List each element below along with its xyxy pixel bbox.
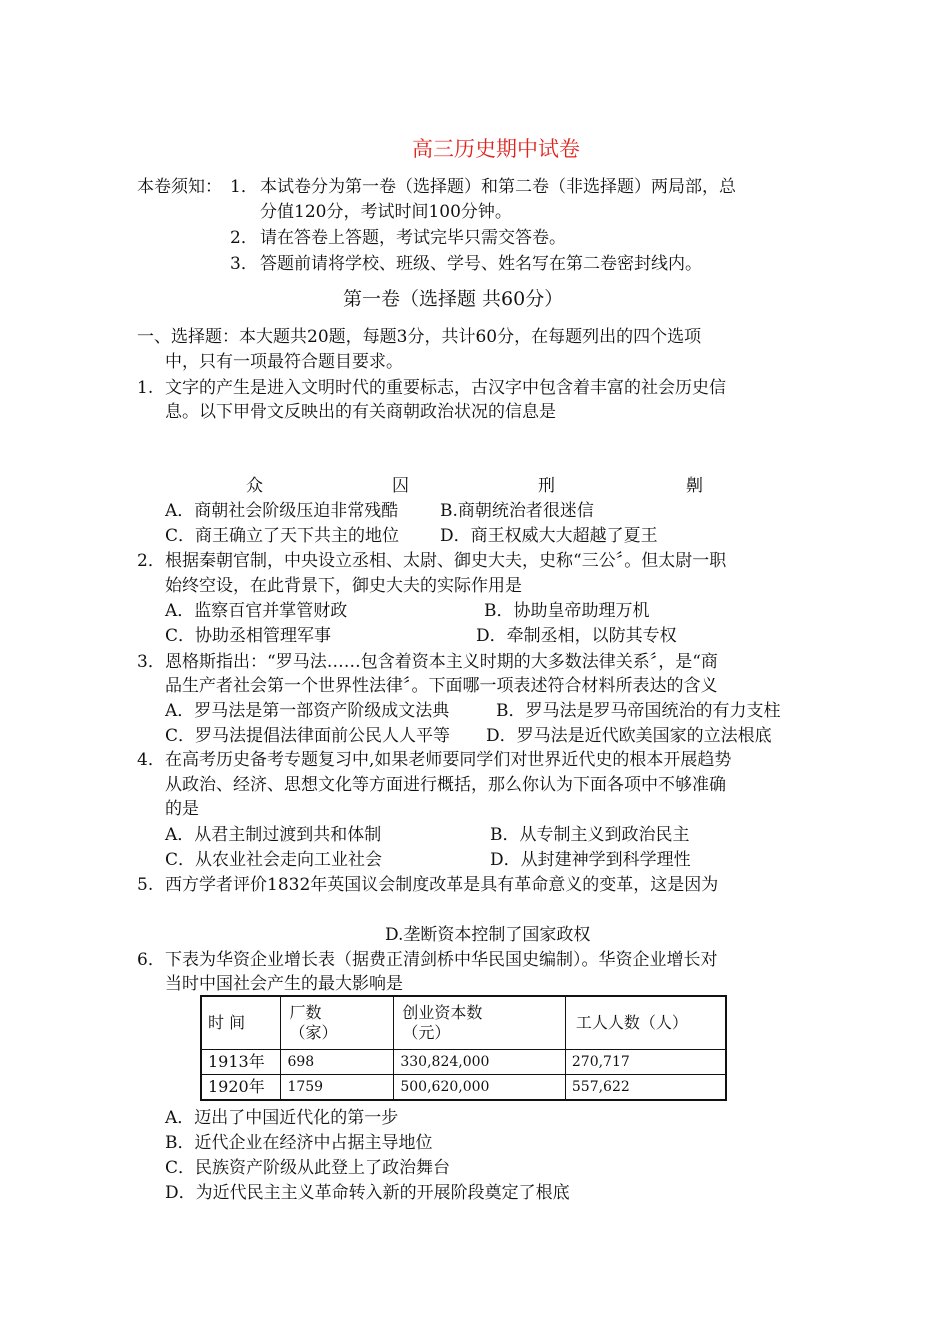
- q6-option-c: C．民族资产阶级从此登上了政治舞台: [165, 1158, 451, 1178]
- q3-stem-line-1: 恩格斯指出：“罗马法……包含着资本主义时期的大多数法律关系〞，是“商: [165, 652, 718, 672]
- notice-item-1-num: 1．: [230, 177, 258, 197]
- q1-stem-line-1: 文字的产生是进入文明时代的重要标志，古汉字中包含着丰富的社会历史信: [165, 378, 726, 398]
- table-cell: 500,620,000: [394, 1075, 566, 1101]
- table-cell: 270,717: [565, 1050, 726, 1075]
- q2-option-b: B．协助皇帝助理万机: [484, 601, 650, 621]
- q6-data-table: [200, 995, 727, 1101]
- table-cell: 698: [281, 1050, 394, 1075]
- q1-option-a: A．商朝社会阶级压迫非常残酷: [165, 501, 399, 521]
- table-cell: 1913年: [201, 1050, 281, 1075]
- q4-stem-line-2: 从政治、经济、思想文化等方面进行概括，那么你认为下面各项中不够准确: [165, 775, 726, 795]
- section-title: 第一卷（选择题 共60分）: [343, 288, 564, 310]
- notice-item-3-num: 3．: [230, 254, 258, 274]
- q3-stem-line-2: 品生产者社会第一个世界性法律〞。下面哪一项表述符合材料所表达的含义: [165, 676, 718, 696]
- q1-option-d: D．商王权威大大超越了夏王: [440, 526, 658, 546]
- q3-number: 3．: [137, 652, 165, 672]
- q6-option-a: A．迈出了中国近代化的第一步: [165, 1108, 399, 1128]
- table-header-row: [201, 996, 726, 1050]
- table-header-cell: 时 间: [201, 996, 281, 1050]
- q4-option-a: A．从君主制过渡到共和体制: [165, 825, 382, 845]
- q2-option-a: A．监察百官并掌管财政: [165, 601, 348, 621]
- table-cell: 330,824,000: [394, 1050, 566, 1075]
- q4-stem-line-1: 在高考历史备考专题复习中,如果老师要同学们对世界近代史的根本开展趋势: [165, 750, 732, 770]
- table-cell: 557,622: [565, 1075, 726, 1101]
- q2-option-c: C．协助丞相管理军事: [165, 626, 332, 646]
- notice-item-3-line-1: 答题前请将学校、班级、学号、姓名写在第二卷密封线内。: [260, 254, 702, 274]
- table-row: [201, 1075, 726, 1101]
- q1-number: 1.: [137, 378, 154, 398]
- q4-stem-line-3: 的是: [165, 799, 199, 819]
- q1-stem-line-2: 息。以下甲骨文反映出的有关商朝政治状况的信息是: [165, 402, 556, 422]
- q5-stem-line-1: 西方学者评价1832年英国议会制度改革是具有革命意义的变革，这是因为: [165, 875, 719, 895]
- table-cell: 1759: [281, 1075, 394, 1101]
- notice-label: 本卷须知：: [137, 177, 222, 197]
- q6-stem-line-1: 下表为华资企业增长表（据费正清剑桥中华民国史编制）。华资企业增长对: [165, 950, 718, 970]
- q6-stem-line-2: 当时中国社会产生的最大影响是: [165, 974, 403, 994]
- q4-number: 4．: [137, 750, 165, 770]
- notice-item-1-line-2: 分值120分，考试时间100分钟。: [260, 202, 512, 222]
- table-row: [201, 1050, 726, 1075]
- q5-option-d: D.垄断资本控制了国家政权: [385, 925, 591, 945]
- table-header-cell: 创业资本数 （元）: [394, 996, 566, 1050]
- part-intro-line-1: 一、选择题：本大题共20题，每题3分，共计60分，在每题列出的四个选项: [137, 327, 702, 347]
- q2-option-d: D．牵制丞相，以防其专权: [476, 626, 677, 646]
- q4-option-c: C．从农业社会走向工业社会: [165, 850, 383, 870]
- table-header-cell: 厂数 （家）: [281, 996, 394, 1050]
- q3-option-a: A．罗马法是第一部资产阶级成文法典: [165, 701, 450, 721]
- q6-number: 6．: [137, 950, 165, 970]
- q1-char-1: 众: [246, 476, 263, 496]
- q3-option-c: C．罗马法提倡法律面前公民人人平等: [165, 726, 451, 746]
- q2-number: 2．: [137, 551, 165, 571]
- q3-option-b: B．罗马法是罗马帝国统治的有力支柱: [496, 701, 781, 721]
- q1-option-c: C．商王确立了天下共主的地位: [165, 526, 400, 546]
- notice-item-2-num: 2．: [230, 228, 258, 248]
- q1-option-b: B.商朝统治者很迷信: [440, 501, 594, 521]
- q2-stem-line-1: 根据秦朝官制，中央设立丞相、太尉、御史大夫，史称“三公〞。但太尉一职: [165, 551, 727, 571]
- notice-item-1-line-1: 本试卷分为第一卷（选择题）和第二卷（非选择题）两局部，总: [260, 177, 736, 197]
- q3-option-d: D．罗马法是近代欧美国家的立法根底: [486, 726, 772, 746]
- q2-stem-line-2: 始终空设，在此背景下，御史大夫的实际作用是: [165, 576, 522, 596]
- q4-option-b: B．从专制主义到政治民主: [490, 825, 690, 845]
- notice-item-2-line-1: 请在答卷上答题，考试完毕只需交答卷。: [260, 228, 566, 248]
- q1-char-3: 刑: [538, 476, 555, 496]
- q1-char-2: 囚: [392, 476, 409, 496]
- part-intro-line-2: 中，只有一项最符合题目要求。: [165, 352, 403, 372]
- q6-option-b: B．近代企业在经济中占据主导地位: [165, 1133, 433, 1153]
- table-cell: 1920年: [201, 1075, 281, 1101]
- q5-number: 5.: [137, 875, 154, 895]
- q4-option-d: D．从封建神学到科学理性: [490, 850, 691, 870]
- page-title: 高三历史期中试卷: [412, 137, 580, 161]
- table-header-cell: 工人人数（人）: [565, 996, 726, 1050]
- q6-option-d: D．为近代民主主义革命转入新的开展阶段奠定了根底: [165, 1183, 570, 1203]
- q1-char-4: 劓: [686, 476, 703, 496]
